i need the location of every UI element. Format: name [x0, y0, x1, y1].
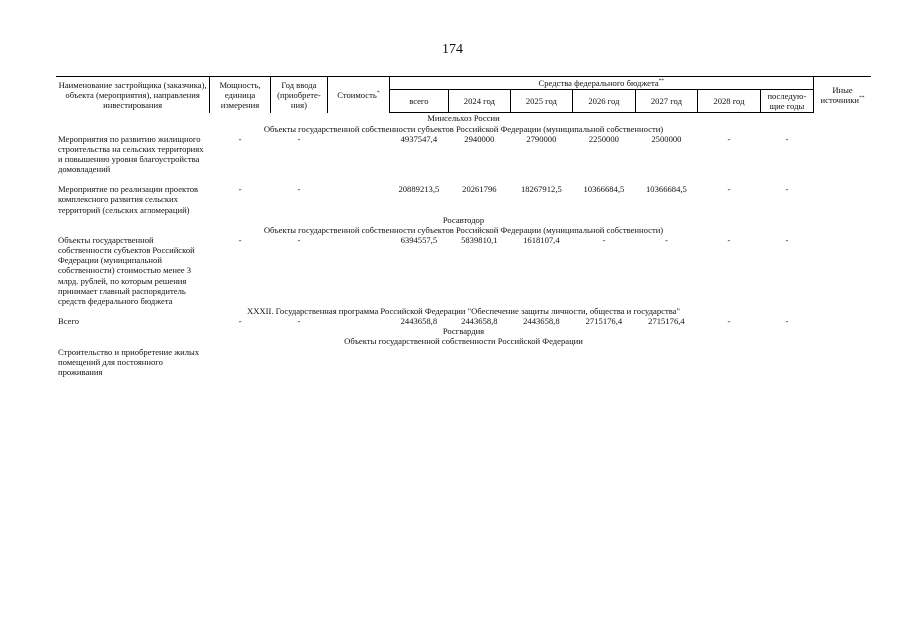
cell-2028: - [727, 234, 731, 245]
header-federal-budget-label: Средства федерального бюджета [538, 78, 659, 88]
cell-2025: 2790000 [526, 133, 557, 144]
cell-2028: - [727, 316, 731, 327]
header-year-2024: 2024 год [449, 90, 511, 113]
cell-other [814, 184, 871, 214]
cell-subsequent: - [785, 316, 789, 327]
cell-year: - [297, 133, 301, 144]
cell-2026: 10366684,5 [583, 184, 625, 195]
cell-2027: 10366684,5 [646, 184, 687, 195]
header-federal-budget [389, 77, 813, 90]
cell-2024: 2443658,8 [461, 316, 498, 327]
section-heading: Объекты государственной собственности субъектов Российской Федерации (муниципальной собственности) [263, 123, 664, 134]
section-heading: Объекты государственной собственности субъектов Российской Федерации (муниципальной собственности) [263, 224, 664, 235]
page-number: 174 [442, 42, 463, 57]
header-year: Год ввода (приобрете-ния) [270, 77, 327, 113]
cell-other [814, 235, 871, 306]
cell-2025: 1618107,4 [523, 234, 560, 245]
cell-2027: - [664, 234, 668, 245]
cell-year: - [297, 316, 301, 327]
cell-2028: - [727, 184, 731, 195]
cell-total: 6394557,5 [400, 234, 438, 245]
cell-2024: 2940000 [464, 133, 495, 144]
cell-2024: 5839810,1 [461, 234, 498, 245]
section-heading: Минсельхоз России [427, 113, 500, 124]
header-cost [328, 77, 390, 113]
cell-total: 4937547,4 [400, 133, 438, 144]
cell-subsequent: - [785, 184, 789, 195]
cell-2026: - [602, 234, 606, 245]
section-heading: Росгвардия [442, 326, 485, 337]
table-header [56, 77, 871, 113]
cell-other [814, 134, 871, 175]
cell-capacity: - [238, 133, 242, 144]
table-row [56, 347, 871, 377]
table-row [56, 134, 871, 175]
cell-2025: 2443658,8 [523, 316, 560, 327]
header-year-2028: 2028 год [698, 90, 761, 113]
cell-other [814, 316, 871, 326]
cell-2026: 2715176,4 [585, 316, 623, 327]
header-cost-label: Стоимость [337, 89, 377, 100]
cell-2024: 20261796 [462, 184, 497, 195]
section-heading: Росавтодор [442, 214, 485, 225]
cell-total: 20889213,5 [398, 184, 440, 195]
cell-total: 2443658,8 [400, 316, 438, 327]
row-name: Строительство и приобретение жилых помещений для постоянного проживания [58, 346, 200, 377]
cell-cost [328, 134, 390, 175]
cell-cost [328, 316, 390, 326]
row-name: Мероприятия по развитию жилищного строительства на сельских территориях и повышению уровня благоустройства домовладений [58, 133, 204, 175]
header-other-note: ** [858, 95, 865, 102]
header-subsequent: последую-щие годы [760, 90, 813, 113]
cell-2026: 2250000 [588, 133, 619, 144]
header-total: всего [389, 90, 448, 113]
cell-cost [328, 184, 390, 214]
header-other [814, 77, 871, 113]
cell-2025: 18267912,5 [520, 184, 562, 195]
table-body [56, 113, 871, 377]
header-year-2026: 2026 год [573, 90, 636, 113]
header-year-2027: 2027 год [635, 90, 698, 113]
header-federal-note: ** [658, 78, 665, 85]
cell-cost [328, 235, 390, 306]
cell-subsequent: - [785, 133, 789, 144]
cell-2027: 2715176,4 [648, 316, 685, 327]
header-name: Наименование застройщика (заказчика), объекта (мероприятия), направления инвестирования [56, 77, 210, 113]
row-name: Объекты государственной собственности субъектов Российской Федерации (муниципальной собственности) стоимостью менее 3 млрд. рублей, по которым решения принимает главный распорядитель средств федерального бюджета [58, 234, 195, 306]
cell-year: - [297, 184, 301, 195]
table-row [56, 184, 871, 214]
cell-capacity: - [238, 316, 242, 327]
table-row [56, 316, 871, 326]
header-cost-note: * [376, 90, 380, 97]
section-heading: Объекты государственной собственности Российской Федерации [344, 336, 583, 347]
cell-year: - [297, 234, 301, 245]
header-other-label: Иные источники [820, 84, 859, 105]
cell-2028: - [727, 133, 731, 144]
federal-budget-table [56, 76, 871, 377]
header-capacity: Мощность, единица измерения [210, 77, 270, 113]
cell-capacity: - [238, 234, 242, 245]
cell-subsequent: - [785, 234, 789, 245]
row-name: Всего [58, 316, 80, 327]
header-year-2025: 2025 год [510, 90, 573, 113]
cell-capacity: - [238, 184, 242, 195]
table-row [56, 235, 871, 306]
cell-2027: 2500000 [651, 133, 682, 144]
row-name: Мероприятие по реализации проектов комплексного развития сельских территорий (сельских агломераций) [58, 184, 199, 215]
section-heading: XXXII. Государственная программа Российской Федерации "Обеспечение защиты личности, общества и государства" [247, 305, 680, 316]
